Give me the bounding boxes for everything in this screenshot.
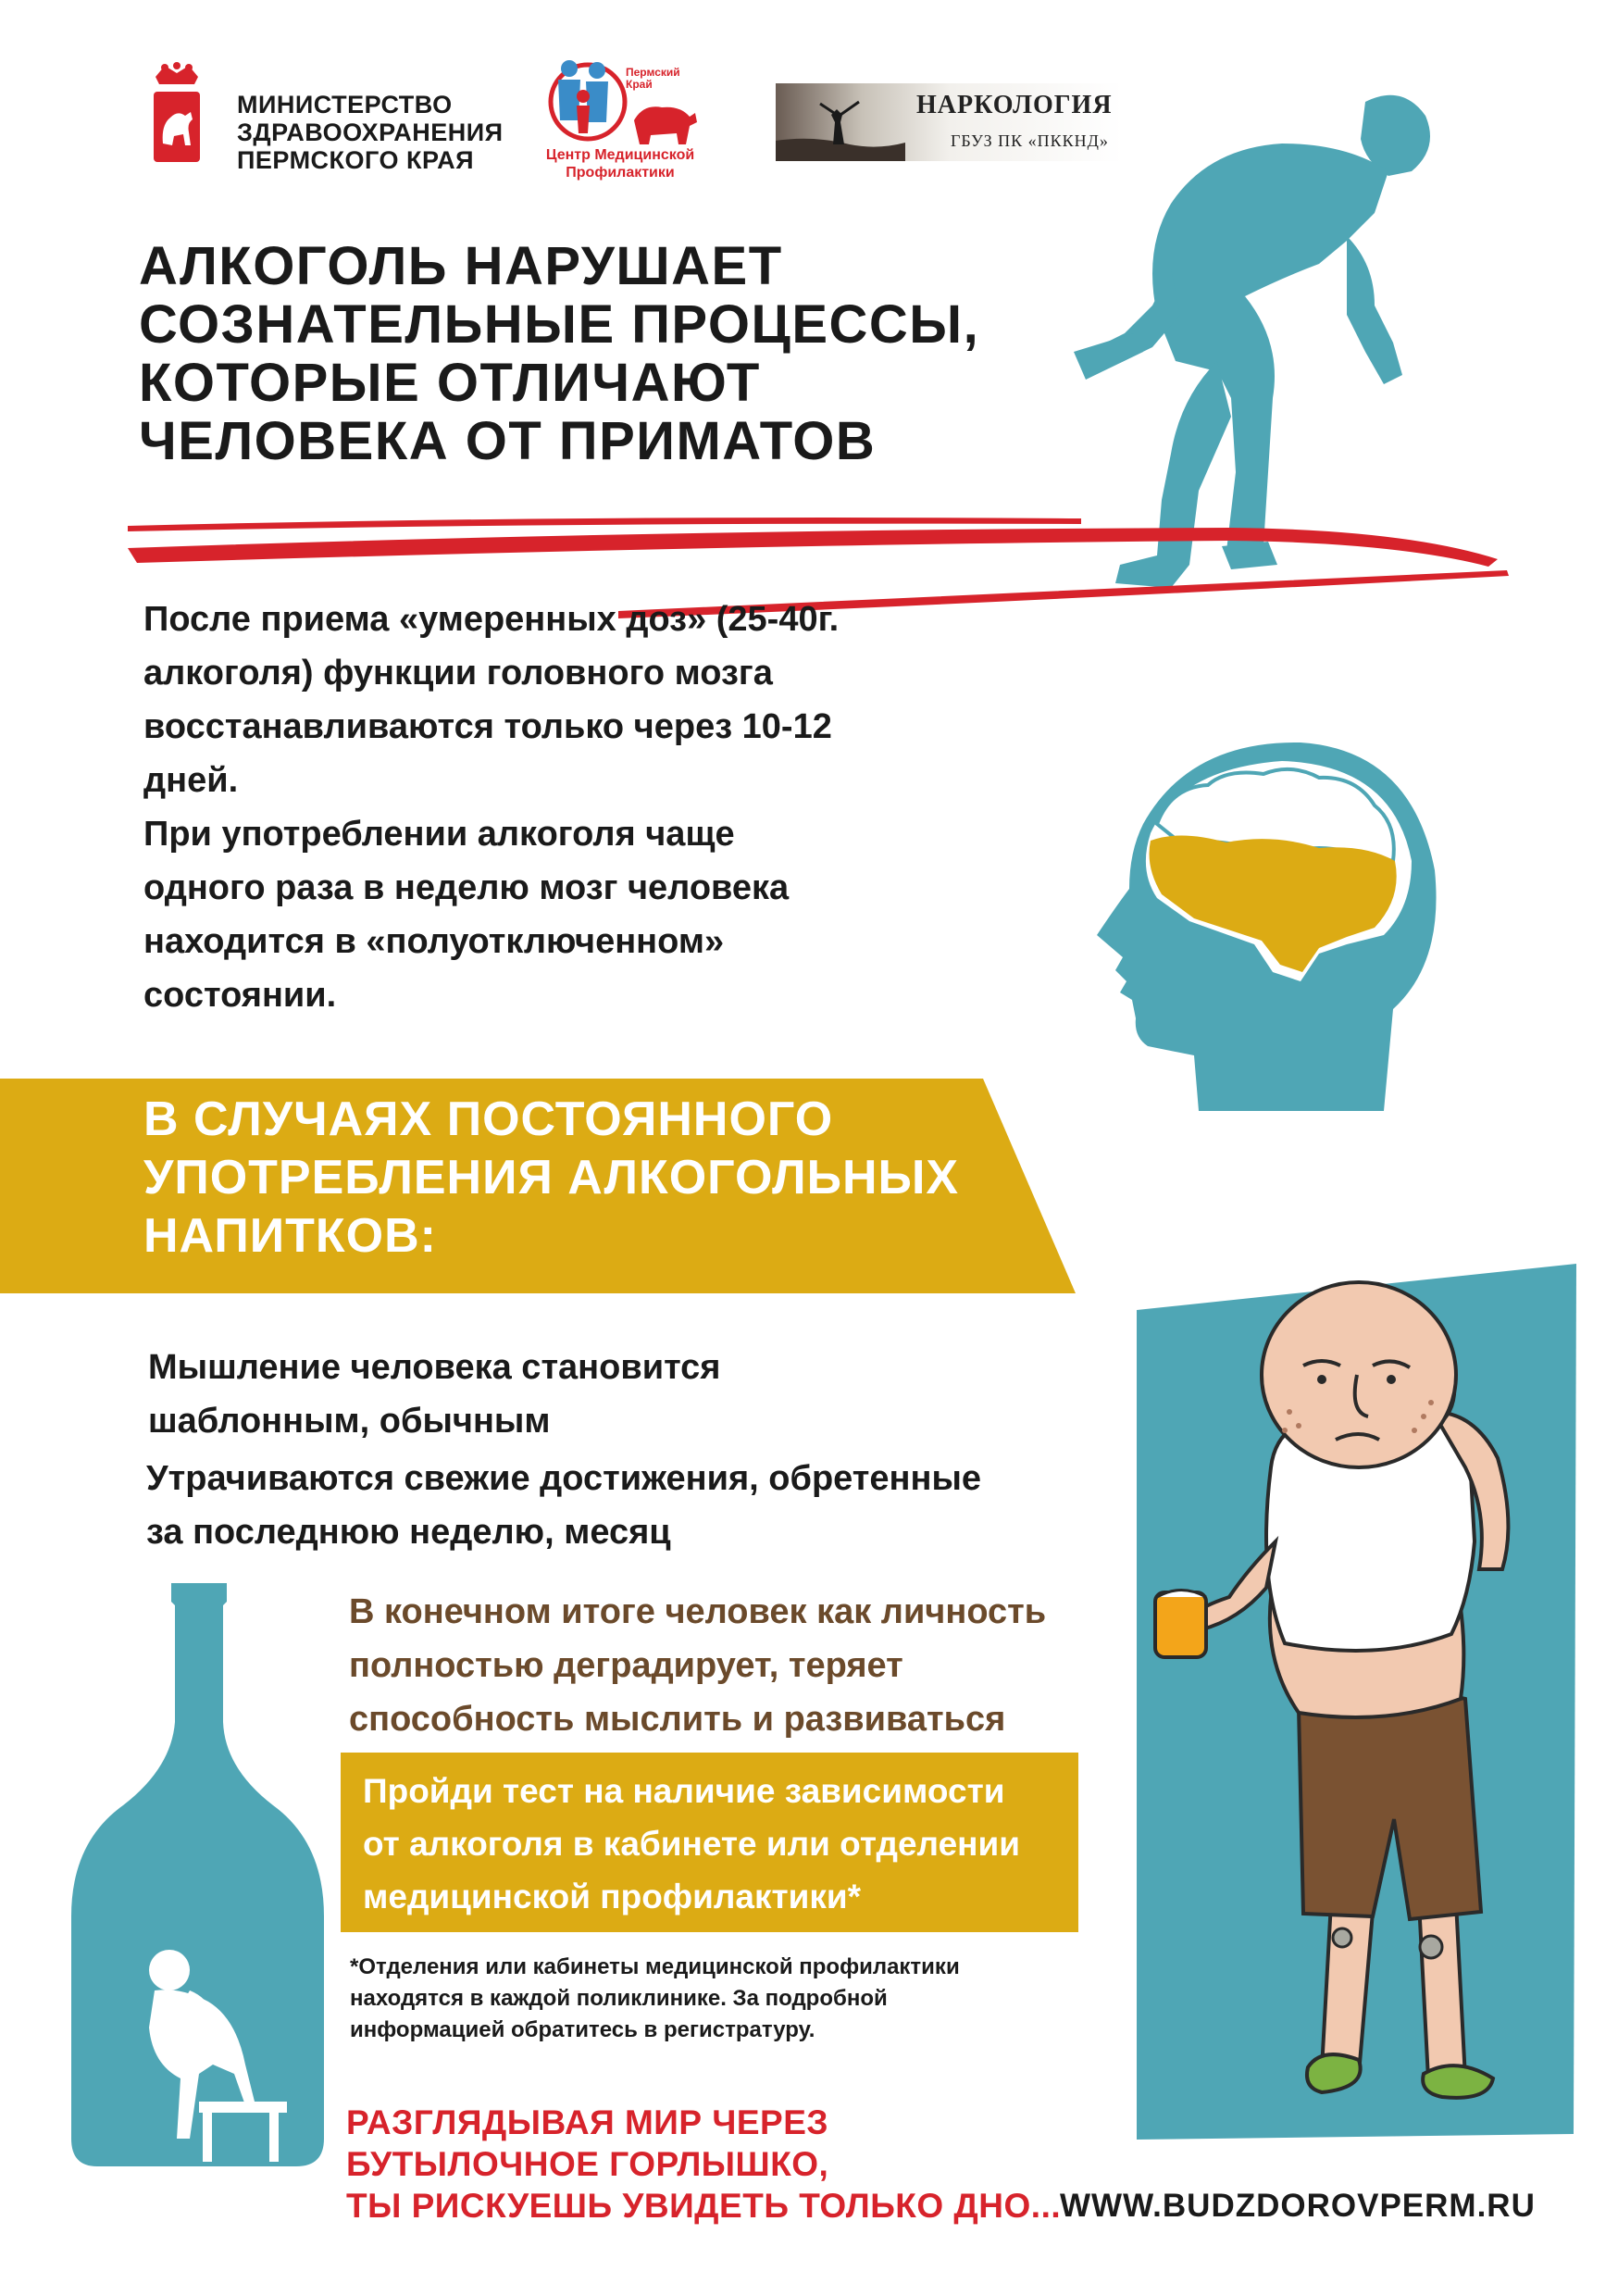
effects-list [146,1341,981,1563]
intro-paragraph-2: При употреблении алкоголя чаще одного раза в неделю мозг человека находится в «полуотключенном» состоянии. [143,815,790,1015]
effect-achievements: Утрачиваются свежие достижения, обретенные за последнюю неделю, месяц [146,1459,982,1552]
head-with-brain-illustration [1041,722,1449,1129]
cmp-region-label: Пермский Край [626,66,680,91]
cartoon-drunk-man-illustration [1137,1264,1581,2143]
website-url[interactable]: WWW.BUDZDOROVPERM.RU [1060,2188,1536,2224]
ministry-name: МИНИСТЕРСТВО ЗДРАВООХРАНЕНИЯ ПЕРМСКОГО КРАЯ [237,91,504,174]
narcology-title: НАРКОЛОГИЯ [916,91,1113,119]
outcome-text: В конечном итоге человек как личность полностью деградирует, теряет способность мыслить и развиваться [349,1592,1047,1739]
test-callout-text: Пройди тест на наличие зависимости от алкоголя в кабинете или отделении медицинской профилактики* [363,1772,1020,1915]
bottle-with-sad-man-illustration [60,1583,338,2176]
banner-heading: В СЛУЧАЯХ ПОСТОЯННОГО УПОТРЕБЛЕНИЯ АЛКОГОЛЬНЫХ НАПИТКОВ: [143,1092,960,1263]
intro-paragraph-1: После приема «умеренных доз» (25-40г. алкоголя) функции головного мозга восстанавливаются только через 10-12 дней. [143,600,840,800]
effect-thinking: Мышление человека становится шаблонным, обычным [148,1348,721,1441]
main-headline: АЛКОГОЛЬ НАРУШАЕТ СОЗНАТЕЛЬНЫЕ ПРОЦЕССЫ, КОТОРЫЕ ОТЛИЧАЮТ ЧЕЛОВЕКА ОТ ПРИМАТОВ [139,236,980,471]
intro-text [143,593,977,1022]
perm-coat-of-arms-logo [150,60,204,164]
narcology-subtitle: ГБУЗ ПК «ПККНД» [951,131,1109,150]
footnote: *Отделения или кабинеты медицинской профилактики находятся в каждой поликлинике. За подробной информацией обратитесь в регистратуру. [350,1954,960,2042]
closing-slogan: РАЗГЛЯДЫВАЯ МИР ЧЕРЕЗ БУТЫЛОЧНОЕ ГОРЛЫШКО, ТЫ РИСКУЕШЬ УВИДЕТЬ ТОЛЬКО ДНО... [346,2103,1062,2225]
cmp-name: Центр Медицинской Профилактики [545,147,695,181]
